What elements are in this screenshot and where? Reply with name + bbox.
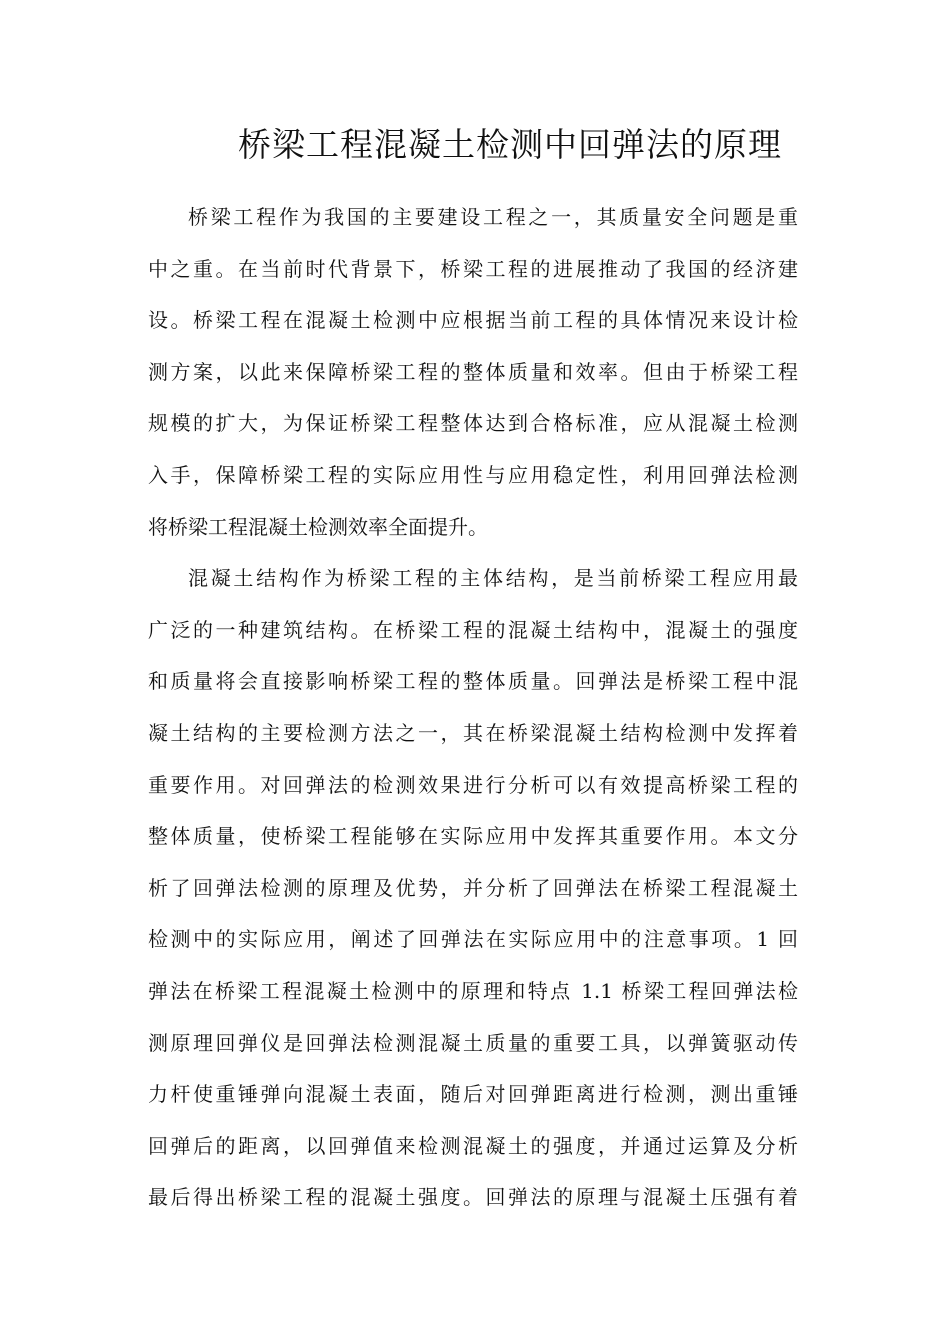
paragraph-line: 析了回弹法检测的原理及优势，并分析了回弹法在桥梁工程混凝土	[148, 875, 798, 900]
paragraph-line: 混凝土结构作为桥梁工程的主体结构，是当前桥梁工程应用最	[188, 566, 798, 591]
paragraph-1	[148, 192, 798, 553]
paragraph-line: 重要作用。对回弹法的检测效果进行分析可以有效提高桥梁工程的	[148, 772, 798, 797]
paragraph-line: 桥梁工程作为我国的主要建设工程之一，其质量安全问题是重	[188, 205, 798, 229]
paragraph-line: 整体质量，使桥梁工程能够在实际应用中发挥其重要作用。本文分	[148, 824, 798, 849]
paragraph-line: 和质量将会直接影响桥梁工程的整体质量。回弹法是桥梁工程中混	[148, 669, 798, 694]
paragraph-line: 回弹后的距离，以回弹值来检测混凝土的强度，并通过运算及分析	[148, 1133, 798, 1158]
paragraph-line: 将桥梁工程混凝土检测效率全面提升。	[148, 514, 488, 539]
document-title: 桥梁工程混凝土检测中回弹法的原理	[238, 125, 782, 164]
paragraph-line: 中之重。在当前时代背景下，桥梁工程的进展推动了我国的经济建	[148, 256, 798, 281]
paragraph-line: 规模的扩大，为保证桥梁工程整体达到合格标准，应从混凝土检测	[148, 411, 798, 436]
paragraph-line: 入手，保障桥梁工程的实际应用性与应用稳定性，利用回弹法检测	[148, 462, 798, 487]
document-body	[148, 192, 798, 1224]
paragraph-line: 测方案，以此来保障桥梁工程的整体质量和效率。但由于桥梁工程	[148, 359, 798, 384]
paragraph-line: 检测中的实际应用，阐述了回弹法在实际应用中的注意事项。1 回	[148, 927, 798, 952]
paragraph-line: 测原理回弹仪是回弹法检测混凝土质量的重要工具，以弹簧驱动传	[148, 1030, 798, 1055]
paragraph-line: 最后得出桥梁工程的混凝土强度。回弹法的原理与混凝土压强有着	[148, 1185, 798, 1210]
paragraph-line: 设。桥梁工程在混凝土检测中应根据当前工程的具体情况来设计检	[148, 308, 798, 333]
paragraph-line: 凝土结构的主要检测方法之一，其在桥梁混凝土结构检测中发挥着	[148, 720, 798, 745]
paragraph-line: 广泛的一种建筑结构。在桥梁工程的混凝土结构中，混凝土的强度	[148, 617, 798, 642]
paragraph-2	[148, 553, 798, 1224]
paragraph-line: 弹法在桥梁工程混凝土检测中的原理和特点 1.1 桥梁工程回弹法检	[148, 978, 798, 1003]
paragraph-line: 力杆使重锤弹向混凝土表面，随后对回弹距离进行检测，测出重锤	[148, 1082, 798, 1107]
